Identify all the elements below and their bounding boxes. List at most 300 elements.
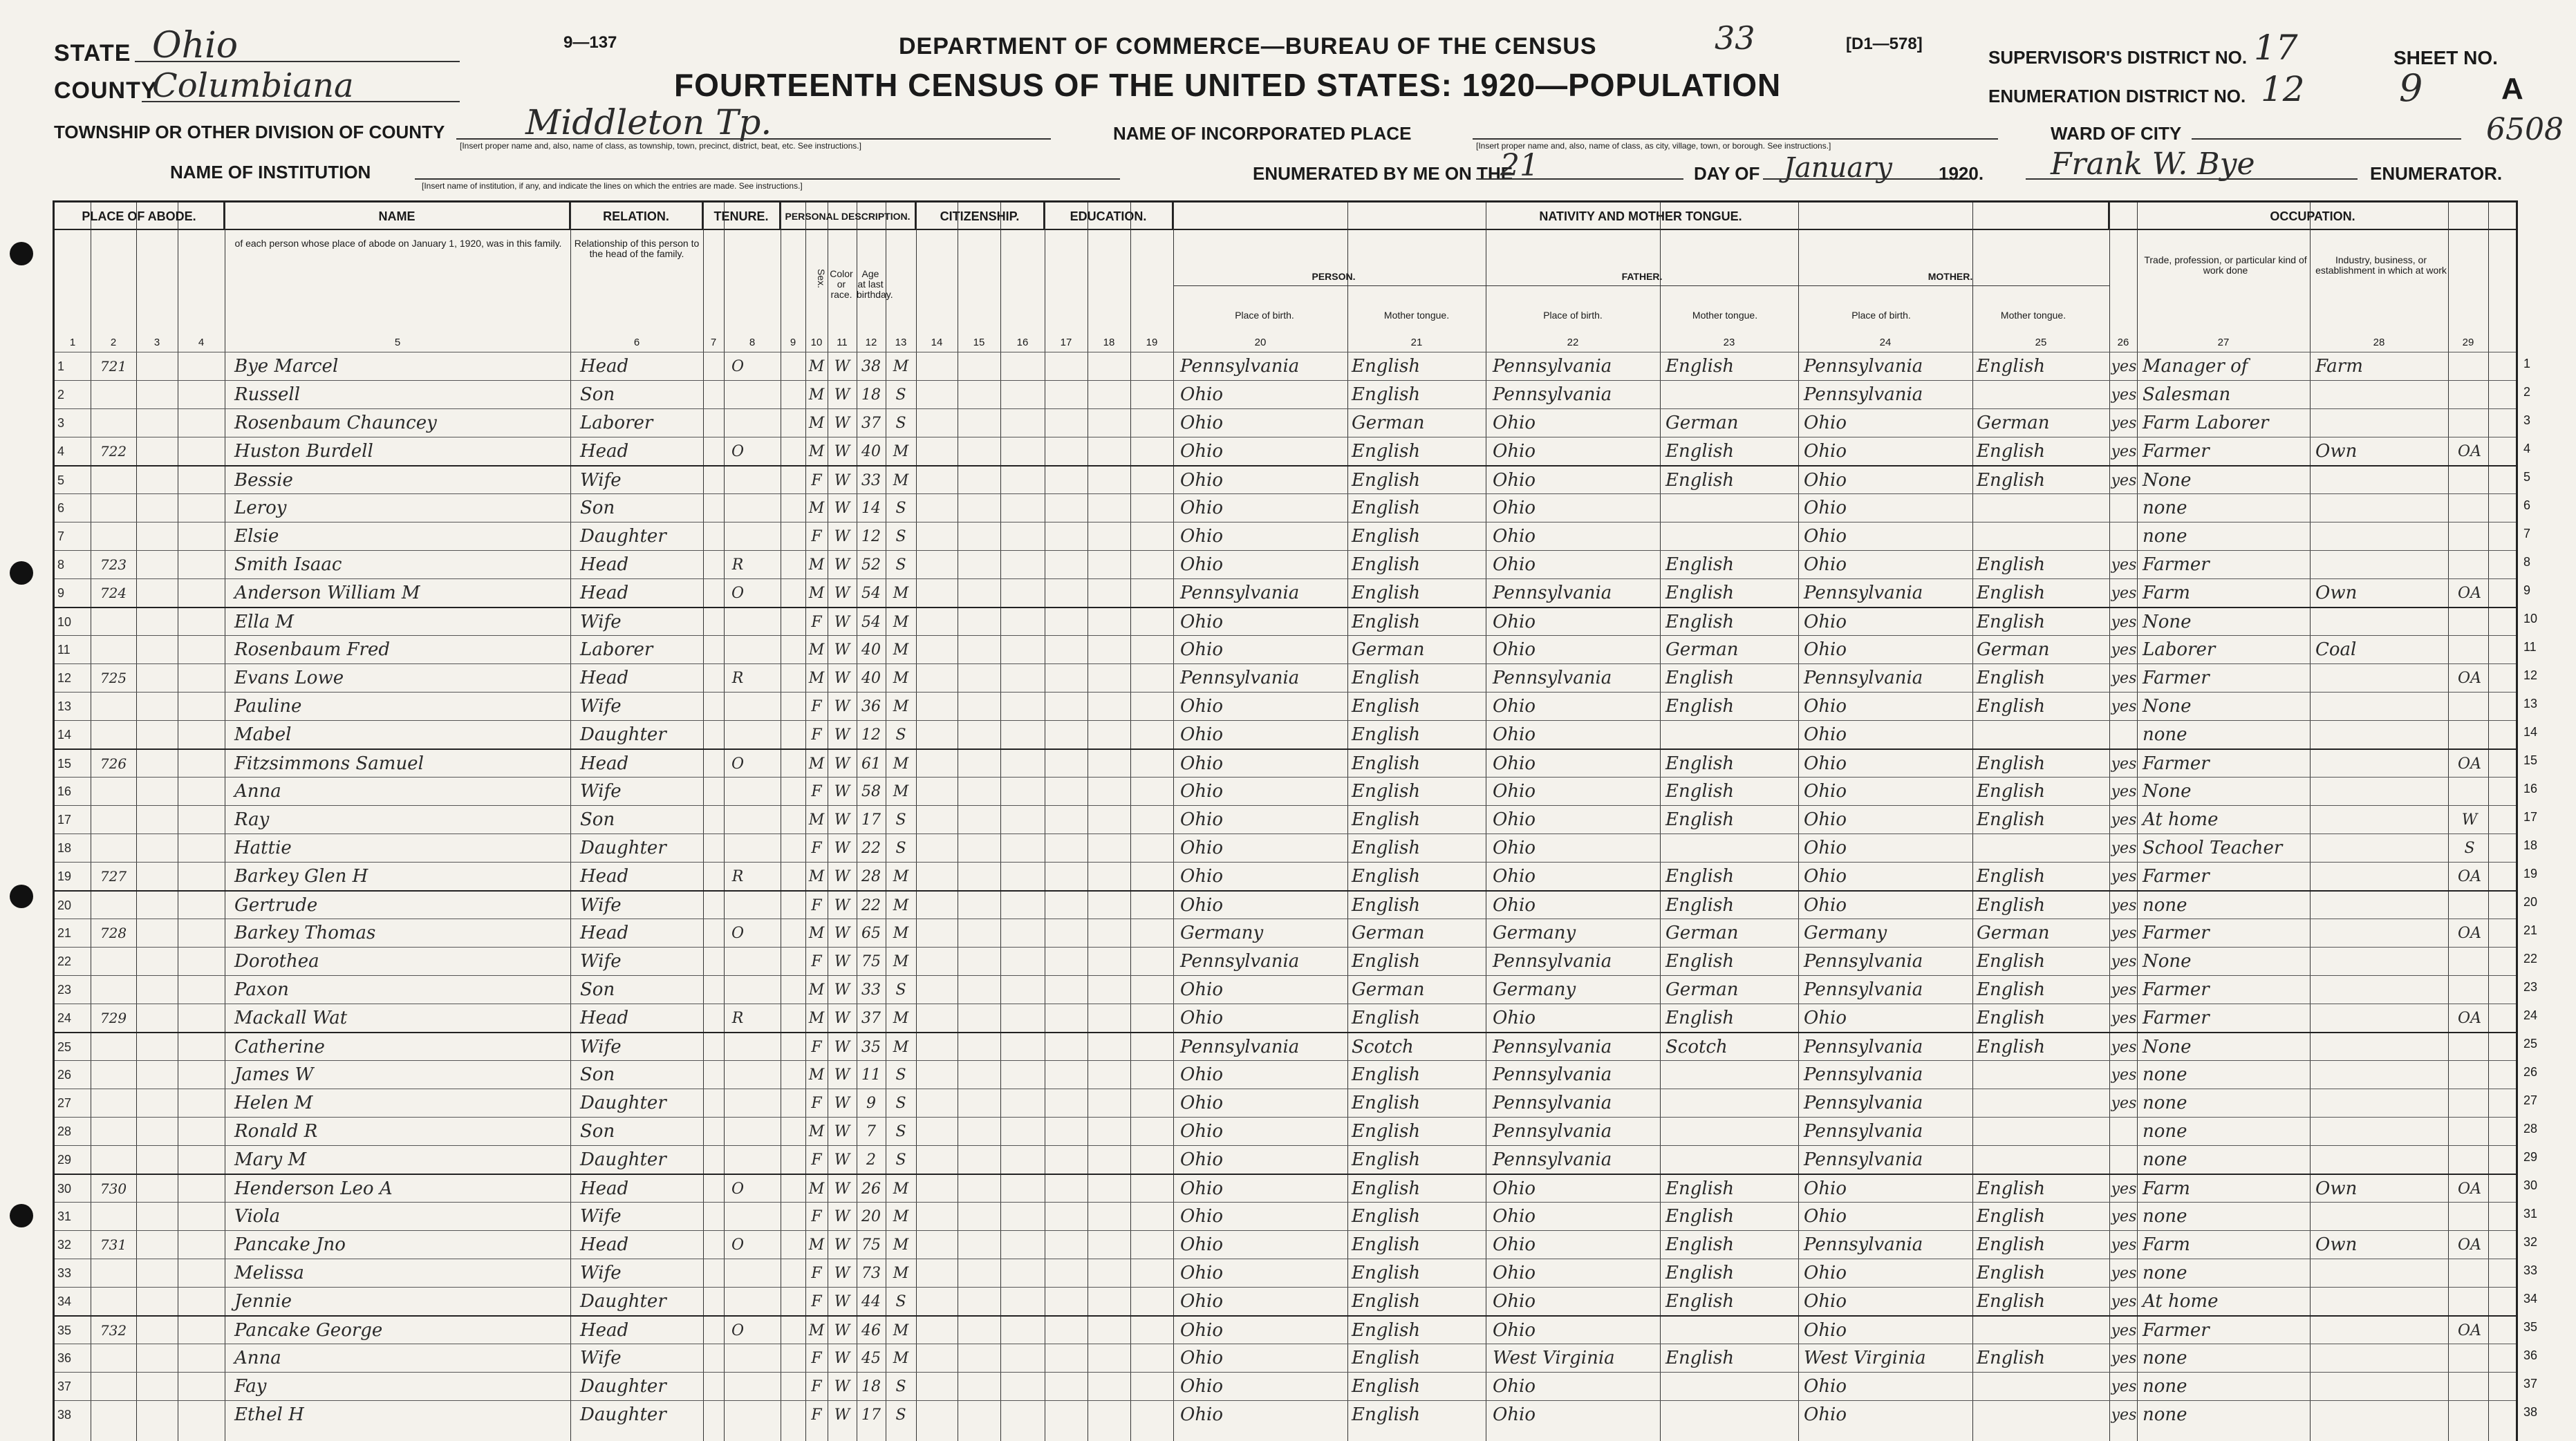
cell-ten: R — [731, 556, 744, 574]
cell-mt: German — [1352, 979, 1425, 1000]
cell-sex: F — [811, 1406, 822, 1424]
cell-race: W — [834, 783, 850, 800]
cell-mpob: Pennsylvania — [1804, 951, 1923, 972]
cell-age: 17 — [861, 1406, 881, 1424]
cell-pob: Ohio — [1180, 1348, 1224, 1368]
cell-fpob: Ohio — [1493, 441, 1536, 462]
cell-occ: Farmer — [2143, 441, 2210, 462]
cell-eng: yes — [2111, 1293, 2137, 1310]
cell-age: 40 — [861, 443, 881, 460]
cell-fmt: English — [1665, 809, 1735, 830]
cell-dwell: 732 — [100, 1322, 127, 1339]
cell-mmt: German — [1977, 639, 2050, 660]
table-row — [55, 1287, 2516, 1316]
line-number: 21 — [57, 926, 72, 940]
cell-rel: Son — [580, 979, 615, 1000]
cell-eng: yes — [2111, 443, 2137, 460]
cell-age: 73 — [861, 1265, 881, 1282]
stamp-number: 33 — [1715, 19, 1755, 57]
cell-mt: English — [1352, 356, 1421, 377]
cell-pob: Pennsylvania — [1180, 356, 1300, 377]
cell-mt: English — [1352, 1008, 1421, 1028]
cell-dwell: 728 — [100, 925, 127, 941]
cell-mmt: English — [1977, 809, 2046, 830]
column-number: 18 — [1103, 337, 1115, 348]
cell-mmt: English — [1977, 1178, 2046, 1199]
enumeration-district-label: ENUMERATION DISTRICT NO. — [1988, 86, 2246, 106]
cell-fpob: Pennsylvania — [1493, 583, 1612, 603]
cell-occ: none — [2143, 1149, 2187, 1170]
table-row — [55, 663, 2516, 693]
cell-race: W — [834, 1151, 850, 1169]
cell-eng: yes — [2111, 415, 2137, 432]
cell-pob: Ohio — [1180, 1376, 1224, 1397]
cell-eng: yes — [2111, 953, 2137, 970]
cell-fpob: Pennsylvania — [1493, 1037, 1612, 1057]
cell-name: Evans Lowe — [234, 668, 344, 688]
cell-fmt: German — [1665, 639, 1739, 660]
cell-age: 22 — [861, 840, 881, 857]
cell-sex: M — [808, 585, 825, 602]
cell-mpob: Ohio — [1804, 639, 1847, 660]
cell-ms: S — [895, 1293, 906, 1310]
cell-cls: OA — [2458, 1180, 2481, 1198]
cell-ten: O — [731, 1180, 745, 1198]
column-number: 3 — [153, 337, 160, 348]
cell-pob: Ohio — [1180, 696, 1224, 717]
column-number: 1 — [69, 337, 76, 348]
line-number: 37 — [57, 1379, 72, 1393]
cell-mt: German — [1352, 639, 1425, 660]
cell-pob: Ohio — [1180, 809, 1224, 830]
cell-fpob: Ohio — [1493, 1234, 1536, 1255]
cell-mt: English — [1352, 612, 1421, 632]
cell-pob: Ohio — [1180, 441, 1224, 462]
cell-occ: none — [2143, 895, 2187, 916]
cell-race: W — [834, 443, 850, 460]
table-row — [55, 692, 2516, 721]
cell-cls: W — [2461, 811, 2478, 829]
cell-mt: English — [1352, 441, 1421, 462]
cell-rel: Wife — [580, 470, 622, 491]
cell-mmt: English — [1977, 1037, 2046, 1057]
cell-eng: yes — [2111, 1095, 2137, 1112]
cell-occ: none — [2143, 1376, 2187, 1397]
column-number: 2 — [110, 337, 117, 348]
cell-pob: Ohio — [1180, 1121, 1224, 1142]
cell-mt: English — [1352, 951, 1421, 972]
cell-race: W — [834, 1180, 850, 1198]
cell-mpob: Pennsylvania — [1804, 356, 1923, 377]
cell-pob: Ohio — [1180, 1064, 1224, 1085]
cell-race: W — [834, 472, 850, 489]
incorporated-underline — [1473, 138, 1998, 140]
cell-ten: O — [731, 358, 745, 375]
cell-fmt: English — [1665, 951, 1735, 972]
line-number-right: 7 — [2523, 527, 2531, 540]
line-number: 26 — [57, 1068, 72, 1082]
cell-fpob: Ohio — [1493, 639, 1536, 660]
table-row — [55, 1089, 2516, 1118]
cell-mt: English — [1352, 1348, 1421, 1368]
relation-description: Relationship of this person to the head of the family. — [574, 238, 700, 259]
cell-eng: yes — [2111, 1208, 2137, 1225]
cell-mt: English — [1352, 1064, 1421, 1085]
cell-rel: Head — [580, 1320, 629, 1341]
cell-eng: yes — [2111, 358, 2137, 375]
cell-sex: M — [808, 500, 825, 517]
cell-race: W — [834, 1039, 850, 1056]
father-subheader: FATHER. — [1621, 271, 1663, 282]
cell-mmt: German — [1977, 413, 2050, 433]
column-number: 8 — [749, 337, 756, 348]
cell-mt: English — [1352, 895, 1421, 916]
cell-name: Melissa — [234, 1263, 304, 1283]
cell-rel: Head — [580, 1234, 629, 1255]
cell-mpob: Ohio — [1804, 413, 1847, 433]
cell-occ: School Teacher — [2143, 838, 2283, 858]
cell-rel: Laborer — [580, 639, 653, 660]
cell-name: Rosenbaum Chauncey — [234, 413, 437, 433]
cell-ms: S — [895, 1151, 906, 1169]
cell-cls: OA — [2458, 670, 2481, 687]
census-form-table — [53, 200, 2518, 1441]
cell-ms: M — [893, 953, 909, 970]
cell-fpob: Ohio — [1493, 809, 1536, 830]
cell-ten: O — [731, 585, 745, 602]
cell-name: Bessie — [234, 470, 293, 491]
cell-rel: Wife — [580, 895, 622, 916]
cell-mt: English — [1352, 781, 1421, 802]
line-number: 29 — [57, 1153, 72, 1167]
line-number: 9 — [57, 586, 65, 600]
cell-fpob: Ohio — [1493, 781, 1536, 802]
line-number-right: 28 — [2523, 1122, 2538, 1136]
cell-name: Ray — [234, 809, 270, 830]
person-birthplace-header: Place of birth. — [1235, 310, 1294, 321]
cell-ten: O — [731, 925, 745, 942]
cell-ms: M — [893, 1350, 909, 1367]
line-number: 38 — [57, 1408, 72, 1422]
cell-pob: Ohio — [1180, 1008, 1224, 1028]
cell-mt: English — [1352, 1320, 1421, 1341]
cell-ms: M — [893, 1208, 909, 1225]
line-number-right: 15 — [2523, 753, 2538, 767]
line-number-right: 4 — [2523, 442, 2531, 455]
cell-rel: Laborer — [580, 413, 653, 433]
cell-occ: none — [2143, 1348, 2187, 1368]
cell-occ: none — [2143, 1263, 2187, 1283]
column-number: 12 — [865, 337, 877, 348]
person-subheader: PERSON. — [1312, 271, 1356, 282]
column-number: 28 — [2373, 337, 2385, 348]
cell-mpob: Ohio — [1804, 1320, 1847, 1341]
cell-fmt: English — [1665, 1206, 1735, 1227]
cell-age: 2 — [866, 1151, 876, 1169]
township-label: TOWNSHIP OR OTHER DIVISION OF COUNTY — [54, 122, 445, 142]
cell-cls: OA — [2458, 585, 2481, 602]
column-number: 20 — [1254, 337, 1267, 348]
cell-sex: F — [811, 1293, 822, 1310]
cell-mpob: Ohio — [1804, 809, 1847, 830]
cell-mpob: Pennsylvania — [1804, 583, 1923, 603]
line-number: 32 — [57, 1238, 72, 1252]
cell-ms: S — [895, 811, 906, 829]
line-number: 34 — [57, 1294, 72, 1308]
cell-sex: M — [808, 358, 825, 375]
cell-race: W — [834, 840, 850, 857]
census-title: FOURTEENTH CENSUS OF THE UNITED STATES: 1920—POPULATION — [674, 67, 1782, 103]
cell-pob: Ohio — [1180, 639, 1224, 660]
cell-mpob: West Virginia — [1804, 1348, 1926, 1368]
cell-fpob: Pennsylvania — [1493, 1064, 1612, 1085]
day-underline — [1476, 178, 1683, 180]
line-number-right: 12 — [2523, 668, 2538, 682]
cell-fmt: English — [1665, 1263, 1735, 1283]
group-personal-description: PERSONAL DESCRIPTION. — [781, 203, 916, 230]
line-number-right: 27 — [2523, 1093, 2538, 1107]
line-number-right: 6 — [2523, 498, 2531, 512]
cell-rel: Wife — [580, 1206, 622, 1227]
cell-sex: M — [808, 1180, 825, 1198]
institution-underline — [415, 178, 1120, 180]
table-row — [55, 720, 2516, 749]
cell-eng: yes — [2111, 614, 2137, 631]
line-number: 20 — [57, 898, 72, 912]
cell-sex: M — [808, 670, 825, 687]
column-number: 27 — [2217, 337, 2230, 348]
state-underline — [135, 61, 460, 62]
line-number-right: 3 — [2523, 413, 2531, 427]
cell-age: 14 — [861, 500, 881, 517]
cell-name: Hattie — [234, 838, 292, 858]
table-row — [55, 1400, 2516, 1429]
punch-hole — [10, 242, 33, 265]
cell-rel: Son — [580, 498, 615, 518]
cell-ms: M — [893, 1010, 909, 1027]
cell-mpob: Ohio — [1804, 724, 1847, 745]
cell-mt: English — [1352, 866, 1421, 887]
cell-mpob: Ohio — [1804, 498, 1847, 518]
cell-ind: Own — [2315, 1234, 2358, 1255]
cell-mpob: Ohio — [1804, 781, 1847, 802]
cell-occ: Farmer — [2143, 753, 2210, 774]
cell-occ: none — [2143, 498, 2187, 518]
cell-rel: Son — [580, 384, 615, 405]
line-number-right: 16 — [2523, 782, 2538, 795]
cell-age: 40 — [861, 670, 881, 687]
enumerator-signature: Frank W. Bye — [2051, 147, 2255, 182]
line-number-right: 24 — [2523, 1008, 2538, 1022]
cell-rel: Wife — [580, 1348, 622, 1368]
cell-ms: M — [893, 1180, 909, 1198]
cell-fpob: Ohio — [1493, 1376, 1536, 1397]
group-place-of-abode: PLACE OF ABODE. — [55, 203, 225, 230]
year-label: 1920. — [1939, 163, 1984, 184]
cell-occ: none — [2143, 1404, 2187, 1425]
cell-mmt: English — [1977, 979, 2046, 1000]
table-row — [55, 975, 2516, 1004]
cell-mpob: Pennsylvania — [1804, 1064, 1923, 1085]
cell-race: W — [834, 1066, 850, 1084]
cell-race: W — [834, 1265, 850, 1282]
column-number: 14 — [931, 337, 943, 348]
cell-race: W — [834, 981, 850, 999]
cell-sex: F — [811, 897, 822, 914]
cell-fpob: Pennsylvania — [1493, 1121, 1612, 1142]
cell-name: Catherine — [234, 1037, 325, 1057]
industry-header: Industry, business, or establishment in which at work — [2315, 254, 2447, 276]
cell-mt: English — [1352, 809, 1421, 830]
cell-eng: yes — [2111, 897, 2137, 914]
table-row — [55, 1315, 2516, 1345]
table-row — [55, 352, 2516, 381]
cell-sex: M — [808, 556, 825, 574]
cell-eng: yes — [2111, 1180, 2137, 1198]
cell-race: W — [834, 1010, 850, 1027]
cell-pob: Ohio — [1180, 781, 1224, 802]
line-number-right: 33 — [2523, 1263, 2538, 1277]
cell-race: W — [834, 1208, 850, 1225]
cell-ms: M — [893, 783, 909, 800]
cell-mt: English — [1352, 470, 1421, 491]
line-number: 17 — [57, 813, 72, 827]
cell-age: 18 — [861, 386, 881, 404]
cell-race: W — [834, 925, 850, 942]
cell-name: Anderson William M — [234, 583, 420, 603]
cell-sex: F — [811, 1378, 822, 1395]
table-row — [55, 635, 2516, 664]
column-number: 25 — [2035, 337, 2047, 348]
cell-rel: Son — [580, 1121, 615, 1142]
column-number: 21 — [1410, 337, 1423, 348]
cell-ms: S — [895, 528, 906, 545]
column-number: 16 — [1016, 337, 1029, 348]
cell-eng: yes — [2111, 981, 2137, 999]
cell-sex: F — [811, 1039, 822, 1056]
cell-age: 36 — [861, 698, 881, 715]
incorporated-note: [Insert proper name and, also, name of class, as city, village, town, or borough. See instructions.] — [1476, 141, 1831, 151]
cell-age: 35 — [861, 1039, 881, 1056]
cell-dwell: 727 — [100, 868, 127, 885]
cell-mpob: Pennsylvania — [1804, 1093, 1923, 1113]
cell-eng: yes — [2111, 386, 2137, 404]
county-label: COUNTY — [54, 77, 158, 104]
column-number: 29 — [2462, 337, 2474, 348]
cell-rel: Son — [580, 809, 615, 830]
cell-mpob: Pennsylvania — [1804, 1234, 1923, 1255]
cell-race: W — [834, 528, 850, 545]
group-relation: RELATION. — [570, 203, 703, 230]
cell-ms: M — [893, 358, 909, 375]
cell-ms: S — [895, 500, 906, 517]
cell-sex: F — [811, 1350, 822, 1367]
institution-note: [Insert name of institution, if any, and indicate the lines on which the entries are made. See instructions.] — [422, 181, 803, 191]
cell-pob: Ohio — [1180, 1093, 1224, 1113]
cell-race: W — [834, 1350, 850, 1367]
cell-cls: OA — [2458, 443, 2481, 460]
line-number: 33 — [57, 1266, 72, 1280]
line-number: 1 — [57, 359, 65, 373]
cell-mpob: Germany — [1804, 923, 1887, 943]
cell-occ: Salesman — [2143, 384, 2231, 405]
supervisor-value: 17 — [2254, 28, 2298, 68]
line-number-right: 11 — [2523, 640, 2537, 654]
cell-mpob: Ohio — [1804, 526, 1847, 547]
cell-pob: Ohio — [1180, 413, 1224, 433]
cell-fpob: Ohio — [1493, 498, 1536, 518]
cell-eng: yes — [2111, 868, 2137, 885]
cell-race: W — [834, 897, 850, 914]
cell-fmt: English — [1665, 554, 1735, 575]
cell-race: W — [834, 386, 850, 404]
cell-ms: M — [893, 472, 909, 489]
cell-fpob: Ohio — [1493, 554, 1536, 575]
cell-rel: Head — [580, 1008, 629, 1028]
cell-race: W — [834, 641, 850, 659]
cell-name: Leroy — [234, 498, 287, 518]
cell-fpob: Ohio — [1493, 724, 1536, 745]
cell-eng: yes — [2111, 1010, 2137, 1027]
cell-mmt: English — [1977, 1348, 2046, 1368]
cell-name: Mackall Wat — [234, 1008, 348, 1028]
incorporated-place-label: NAME OF INCORPORATED PLACE — [1113, 123, 1412, 144]
cell-age: 58 — [861, 783, 881, 800]
cell-occ: Farmer — [2143, 554, 2210, 575]
table-row — [55, 947, 2516, 976]
cell-fmt: English — [1665, 1348, 1735, 1368]
line-number-right: 5 — [2523, 470, 2531, 484]
state-value: Ohio — [152, 25, 239, 66]
cell-rel: Head — [580, 583, 629, 603]
column-number: 5 — [394, 337, 401, 348]
cell-age: 46 — [861, 1322, 881, 1339]
cell-ten: R — [731, 1010, 744, 1027]
cell-name: Pauline — [234, 696, 302, 717]
cell-sex: F — [811, 1265, 822, 1282]
cell-occ: none — [2143, 1206, 2187, 1227]
cell-fpob: Ohio — [1493, 1320, 1536, 1341]
cell-fpob: Ohio — [1493, 526, 1536, 547]
cell-age: 7 — [866, 1123, 876, 1140]
line-number: 19 — [57, 869, 72, 883]
cell-age: 12 — [861, 528, 881, 545]
group-citizenship: CITIZENSHIP. — [916, 203, 1045, 230]
cell-dwell: 729 — [100, 1010, 127, 1026]
cell-age: 61 — [861, 755, 881, 773]
cell-rel: Daughter — [580, 838, 666, 858]
cell-name: Huston Burdell — [234, 441, 373, 462]
ward-label: WARD OF CITY — [2051, 123, 2182, 144]
cell-ms: S — [895, 1066, 906, 1084]
cell-race: W — [834, 953, 850, 970]
name-description: of each person whose place of abode on January 1, 1920, was in this family. — [234, 238, 562, 249]
table-row — [55, 550, 2516, 579]
cell-eng: yes — [2111, 556, 2137, 574]
cell-occ: None — [2143, 612, 2192, 632]
ward-underline — [2192, 138, 2461, 140]
cell-mpob: Ohio — [1804, 866, 1847, 887]
cell-fmt: English — [1665, 1291, 1735, 1312]
cell-age: 9 — [866, 1095, 876, 1112]
line-number-right: 8 — [2523, 555, 2531, 569]
cell-ten: O — [731, 1236, 745, 1254]
cell-mmt: English — [1977, 1206, 2046, 1227]
line-number-right: 31 — [2523, 1207, 2538, 1221]
column-number: 23 — [1723, 337, 1735, 348]
cell-name: Russell — [234, 384, 301, 405]
cell-rel: Wife — [580, 781, 622, 802]
